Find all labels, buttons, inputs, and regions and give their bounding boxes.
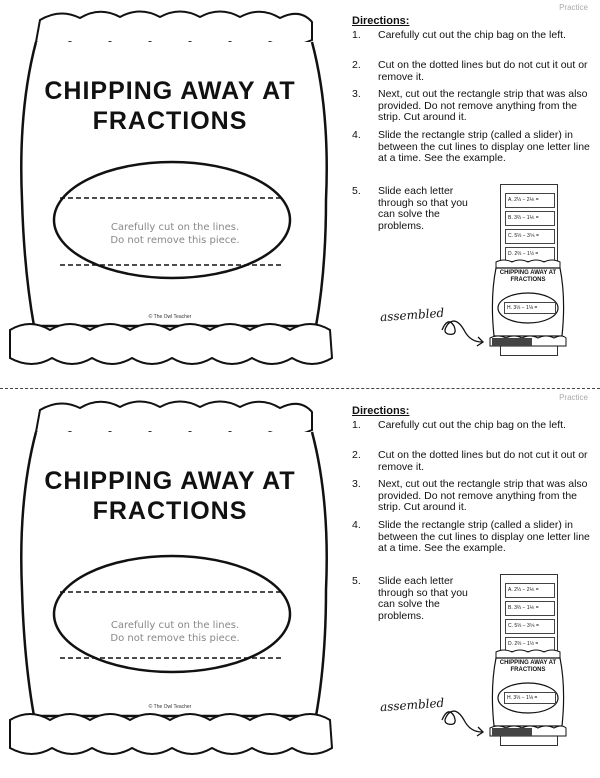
step-text: Slide the rectangle strip (called a slider) in between the cut lines to display one letter line at a time. See the example. [378, 129, 590, 164]
strip-row: D. 2⅔ − 1½ = [505, 637, 555, 652]
step-text: Cut on the dotted lines but do not cut it out or remove it. [378, 59, 588, 83]
strip-row: D. 2⅔ − 1½ = [505, 247, 555, 262]
assembled-label: assembled [379, 695, 445, 715]
step-text: Slide the rectangle strip (called a slider) in between the cut lines to display one letter line at a time. See the example. [378, 519, 590, 554]
cut-note-line2: Do not remove this piece. [110, 235, 240, 246]
step-number: 5. [352, 575, 361, 587]
step-number: 5. [352, 185, 361, 197]
strip-row: A. 2⅓ − 2⅙ = [505, 583, 555, 598]
step-text: Carefully cut out the chip bag on the left. [378, 29, 566, 41]
strip-row: C. 5⅓ − 3⅚ = [505, 229, 555, 244]
strip-row: C. 5⅓ − 3⅚ = [505, 619, 555, 634]
chip-bag [0, 390, 340, 778]
step-number: 3. [352, 478, 361, 490]
mini-bag-title-line1: CHIPPING AWAY AT [499, 660, 557, 666]
cut-note-line1: Carefully cut on the lines. [110, 222, 240, 233]
worksheet-copy-top [0, 0, 600, 388]
strip-row: B. 3⅔ − 1⅙ = [505, 601, 555, 616]
mini-bag-title-line2: FRACTIONS [510, 667, 546, 673]
practice-label: Practice [559, 3, 588, 12]
bag-title-line2: FRACTIONS [92, 497, 248, 525]
step-number: 3. [352, 88, 361, 100]
step-number: 1. [352, 29, 361, 41]
step-text: Slide each letter through so that you can solve the problems. [378, 575, 468, 622]
step-number: 4. [352, 519, 361, 531]
mini-bag-title-line2: FRACTIONS [510, 277, 546, 283]
assembled-label: assembled [379, 305, 445, 325]
bag-title-line1: CHIPPING AWAY AT [44, 77, 296, 105]
chip-bag-outline [0, 390, 340, 778]
curly-arrow-icon [438, 702, 488, 742]
practice-label: Practice [559, 393, 588, 402]
step-number: 4. [352, 129, 361, 141]
bag-title-line1: CHIPPING AWAY AT [44, 467, 296, 495]
step-text: Slide each letter through so that you can solve the problems. [378, 185, 468, 232]
strip-row: A. 2⅓ − 2⅙ = [505, 193, 555, 208]
curly-arrow-icon [438, 312, 488, 352]
strip-row: B. 3⅔ − 1⅙ = [505, 211, 555, 226]
mini-bag-visible-row: H. 3⅓ − 1⅛ = [504, 302, 556, 314]
credit-text: © The Owl Teacher [148, 314, 192, 320]
mini-bag-title-line1: CHIPPING AWAY AT [499, 270, 557, 276]
chip-bag [0, 0, 340, 388]
step-number: 1. [352, 419, 361, 431]
step-text: Carefully cut out the chip bag on the left. [378, 419, 566, 431]
step-text: Next, cut out the rectangle strip that was also provided. Do not remove anything from the strip. Cut around it. [378, 88, 588, 123]
directions-heading: Directions: [352, 15, 410, 27]
worksheet-copy-bottom [0, 390, 600, 778]
chip-bag-outline [0, 0, 340, 388]
cut-divider [0, 388, 600, 389]
mini-bag-visible-row: H. 3⅓ − 1⅛ = [504, 692, 556, 704]
step-text: Next, cut out the rectangle strip that was also provided. Do not remove anything from the strip. Cut around it. [378, 478, 588, 513]
bag-title-line2: FRACTIONS [92, 107, 248, 135]
step-text: Cut on the dotted lines but do not cut it out or remove it. [378, 449, 588, 473]
step-number: 2. [352, 59, 361, 71]
assembled-example [480, 566, 580, 750]
step-number: 2. [352, 449, 361, 461]
assembled-example [480, 176, 580, 360]
cut-note-line2: Do not remove this piece. [110, 633, 240, 644]
credit-text: © The Owl Teacher [148, 704, 192, 710]
directions-heading: Directions: [352, 405, 410, 417]
cut-note-line1: Carefully cut on the lines. [110, 620, 240, 631]
